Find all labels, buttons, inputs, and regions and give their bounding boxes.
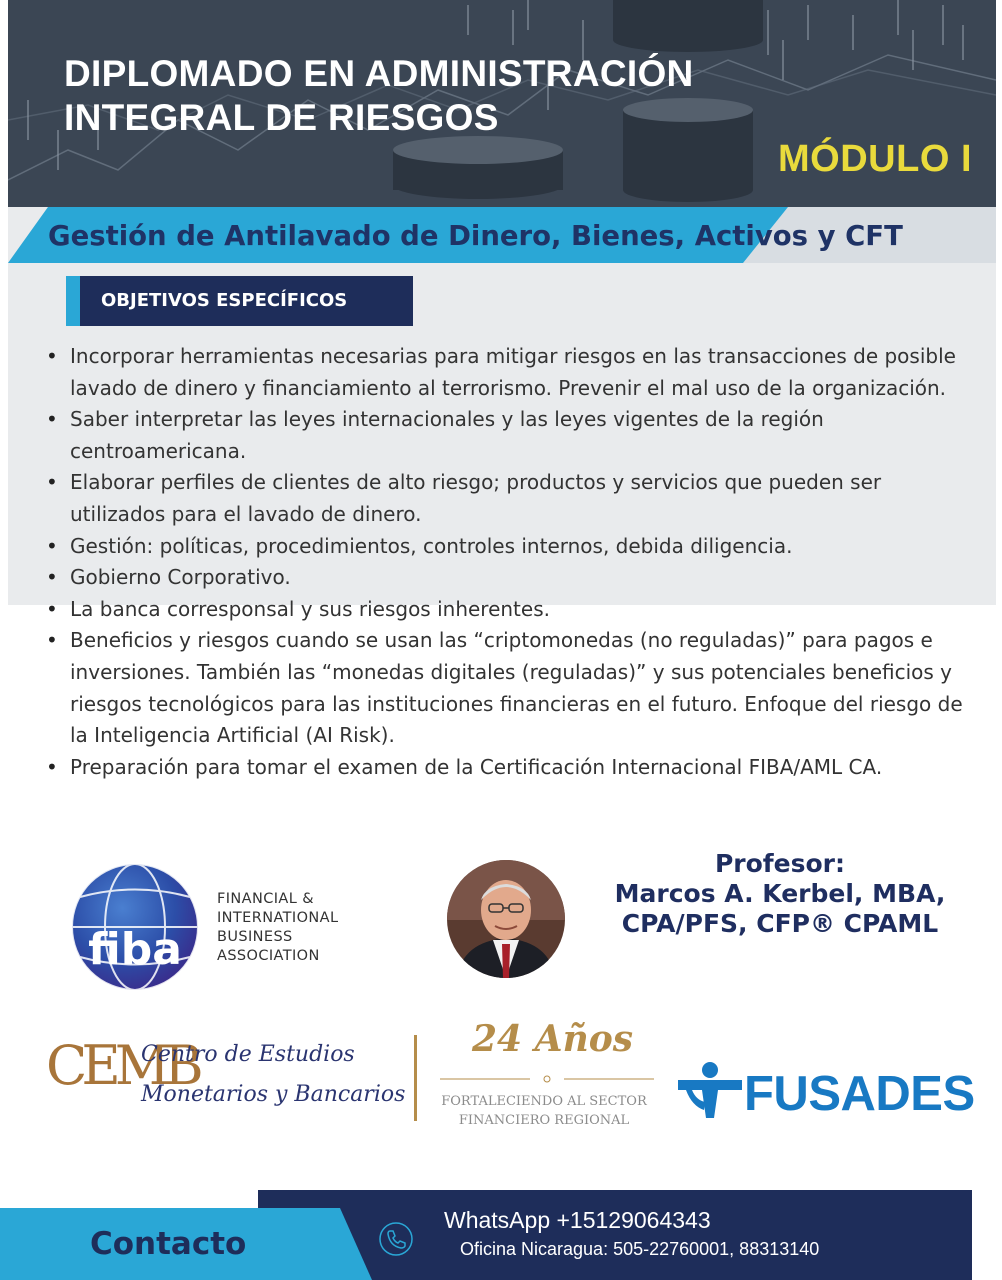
whatsapp-number[interactable]: WhatsApp +15129064343 bbox=[444, 1207, 711, 1233]
list-item: • Beneficios y riesgos cuando se usan las “criptomonedas (no reguladas)” para pagos e inversiones. También las “monedas digitales (reguladas)” y sus potenciales beneficios y riesgos tecnológicos para las instituciones financieras en el futuro. Enfoque del riesgo de la Inteligencia Artificial (AI Risk). bbox=[46, 625, 981, 751]
objectives-list bbox=[46, 341, 981, 783]
cemb-monogram: CEMB bbox=[46, 1034, 198, 1097]
fiba-line-1: FINANCIAL & bbox=[217, 891, 314, 907]
fiba-line-3: BUSINESS bbox=[217, 929, 293, 945]
cemb-logo bbox=[46, 1030, 406, 1125]
fiba-globe-logo bbox=[70, 862, 200, 992]
list-item: • Gestión: políticas, procedimientos, controles internos, debida diligencia. bbox=[46, 531, 981, 563]
anniversary-tagline bbox=[440, 1092, 648, 1130]
professor-name-line-1: Marcos A. Kerbel, MBA, bbox=[614, 879, 946, 908]
list-item: • Incorporar herramientas necesarias para mitigar riesgos en las transacciones de posible lavado de dinero y financiamiento al terrorismo. Prevenir el mal uso de la organización. bbox=[46, 341, 981, 404]
cemb-name-line-1: Centro de Estudios bbox=[141, 1042, 355, 1067]
professor-info bbox=[590, 849, 970, 939]
professor-photo bbox=[447, 860, 565, 978]
list-item: • Elaborar perfiles de clientes de alto riesgo; productos y servicios que pueden ser utilizados para el lavado de dinero. bbox=[46, 467, 981, 530]
program-title bbox=[64, 52, 784, 140]
professor-name-line-2: CPA/PFS, CFP® CPAML bbox=[621, 909, 939, 938]
contact-label: Contacto bbox=[90, 1226, 247, 1262]
subtitle-ribbon bbox=[8, 207, 996, 263]
anniversary-title: 24 Años bbox=[472, 1018, 634, 1060]
heading-accent-bar bbox=[66, 276, 80, 326]
list-item: • Saber interpretar las leyes internacionales y las leyes vigentes de la región centroamericana. bbox=[46, 404, 981, 467]
ornament-rule bbox=[440, 1074, 654, 1084]
fusades-symbol-icon bbox=[678, 1060, 742, 1118]
fiba-line-4: ASSOCIATION bbox=[217, 948, 320, 964]
fusades-wordmark: FUSADES bbox=[744, 1067, 975, 1121]
fiba-line-2: INTERNATIONAL bbox=[217, 910, 339, 926]
module-label: MÓDULO I bbox=[778, 138, 972, 180]
office-phone[interactable]: Oficina Nicaragua: 505-22760001, 88313140 bbox=[460, 1239, 820, 1259]
objectives-heading: OBJETIVOS ESPECÍFICOS bbox=[101, 290, 348, 311]
logo-divider bbox=[414, 1035, 417, 1121]
professor-label: Profesor: bbox=[714, 849, 846, 878]
tagline-line-1: FORTALECIENDO AL SECTOR bbox=[441, 1094, 647, 1109]
list-item: • La banca corresponsal y sus riesgos inherentes. bbox=[46, 594, 981, 626]
cemb-name-line-2: Monetarios y Bancarios bbox=[141, 1082, 406, 1107]
list-item: • Gobierno Corporativo. bbox=[46, 562, 981, 594]
tagline-line-2: FINANCIERO REGIONAL bbox=[458, 1113, 630, 1128]
header-banner bbox=[8, 0, 996, 207]
fiba-name bbox=[217, 890, 338, 966]
objectives-heading-box bbox=[66, 276, 413, 326]
course-subtitle: Gestión de Antilavado de Dinero, Bienes, Activos y CFT bbox=[48, 220, 903, 252]
fiba-logo-text: fiba bbox=[88, 924, 182, 975]
title-line-1: DIPLOMADO EN ADMINISTRACIÓN bbox=[64, 53, 694, 94]
phone-icon bbox=[378, 1221, 414, 1257]
title-line-2: INTEGRAL DE RIESGOS bbox=[64, 97, 499, 138]
list-item: • Preparación para tomar el examen de la Certificación Internacional FIBA/AML CA. bbox=[46, 752, 981, 784]
